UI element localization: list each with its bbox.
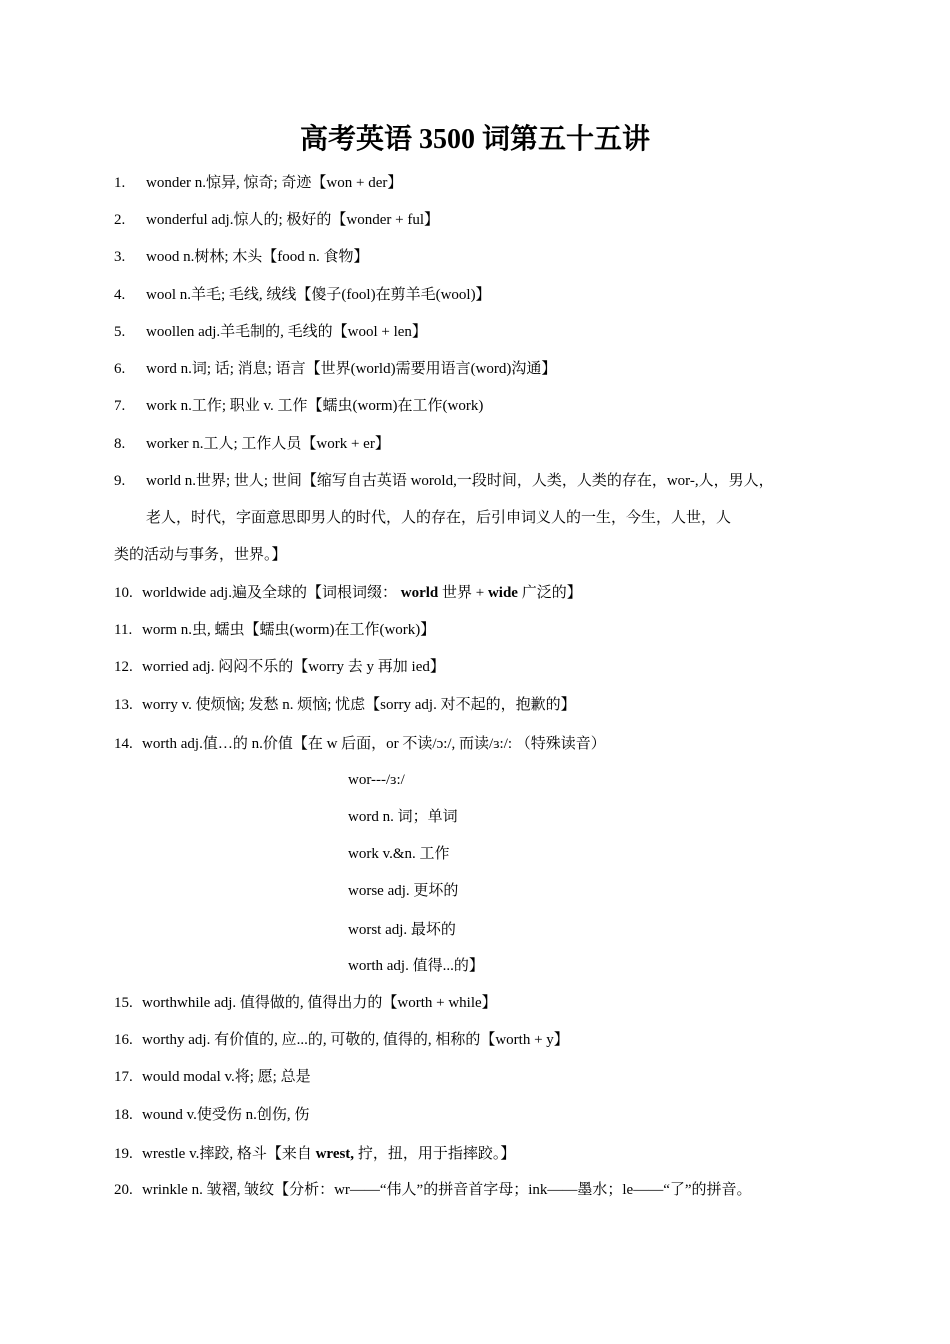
list-item: 12. worried adj. 闷闷不乐的【worry 去 y 再加 ied】 — [114, 659, 445, 675]
list-item: 4. wool n.羊毛; 毛线, 绒线【傻子(fool)在剪羊毛(wool)】 — [114, 287, 491, 303]
list-item: 3. wood n.树林; 木头【food n. 食物】 — [114, 249, 369, 265]
list-item: 16. worthy adj. 有价值的, 应...的, 可敬的, 值得的, 相称的【worth + y】 — [114, 1032, 569, 1048]
list-item: 7. work n.工作; 职业 v. 工作【蠕虫(worm)在工作(work) — [114, 398, 484, 414]
list-item: 18. wound v.使受伤 n.创伤, 伤 — [114, 1107, 310, 1123]
list-item: 1. wonder n.惊异, 惊奇; 奇迹【won + der】 — [114, 175, 403, 191]
list-item: 5. woollen adj.羊毛制的, 毛线的【wool + len】 — [114, 324, 427, 340]
list-item: 2. wonderful adj.惊人的; 极好的【wonder + ful】 — [114, 212, 439, 228]
sub-item: work v.&n. 工作 — [348, 846, 450, 862]
sub-item: worth adj. 值得...的】 — [348, 958, 484, 974]
list-item-continuation: 老人，时代，字面意思即男人的时代，人的存在，后引申词义人的一生，今生，人世，人 — [146, 510, 732, 526]
sub-item: worse adj. 更坏的 — [348, 883, 459, 899]
list-item: 17. would modal v.将; 愿; 总是 — [114, 1069, 311, 1085]
list-item: 14. worth adj.值…的 n.价值【在 w 后面，or 不读/ɔ:/, 而读/ɜ:/: （特殊读音） — [114, 736, 606, 752]
list-item: 15. worthwhile adj. 值得做的, 值得出力的【worth + while】 — [114, 995, 497, 1011]
list-item: 10. worldwide adj.遍及全球的【词根词缀： world 世界 + wide 广泛的】 — [114, 585, 582, 601]
sub-item: worst adj. 最坏的 — [348, 922, 456, 938]
list-item: 6. word n.词; 话; 消息; 语言【世界(world)需要用语言(word)沟通】 — [114, 361, 557, 377]
sub-item: word n. 词；单词 — [348, 809, 458, 825]
list-item: 19. wrestle v.摔跤, 格斗【来自 wrest, 拧，扭，用于指摔跤。】 — [114, 1146, 516, 1162]
list-item: 13. worry v. 使烦恼; 发愁 n. 烦恼; 忧虑【sorry adj. 对不起的，抱歉的】 — [114, 697, 576, 713]
sub-item: wor---/ɜ:/ — [348, 772, 405, 788]
list-item: 11. worm n.虫, 蠕虫【蠕虫(worm)在工作(work)】 — [114, 622, 436, 638]
list-item: 20. wrinkle n. 皱褶, 皱纹【分析：wr——“伟人”的拼音首字母；ink——墨水；le——“了”的拼音。 — [114, 1182, 752, 1198]
list-item: 9. world n.世界; 世人; 世间【缩写自古英语 worold,一段时间，人类，人类的存在，wor-,人，男人， — [114, 473, 774, 489]
page-title: 高考英语 3500 词第五十五讲 — [299, 124, 650, 155]
list-item-continuation: 类的活动与事务，世界。】 — [114, 547, 287, 563]
list-item: 8. worker n.工人; 工作人员【work + er】 — [114, 436, 390, 452]
